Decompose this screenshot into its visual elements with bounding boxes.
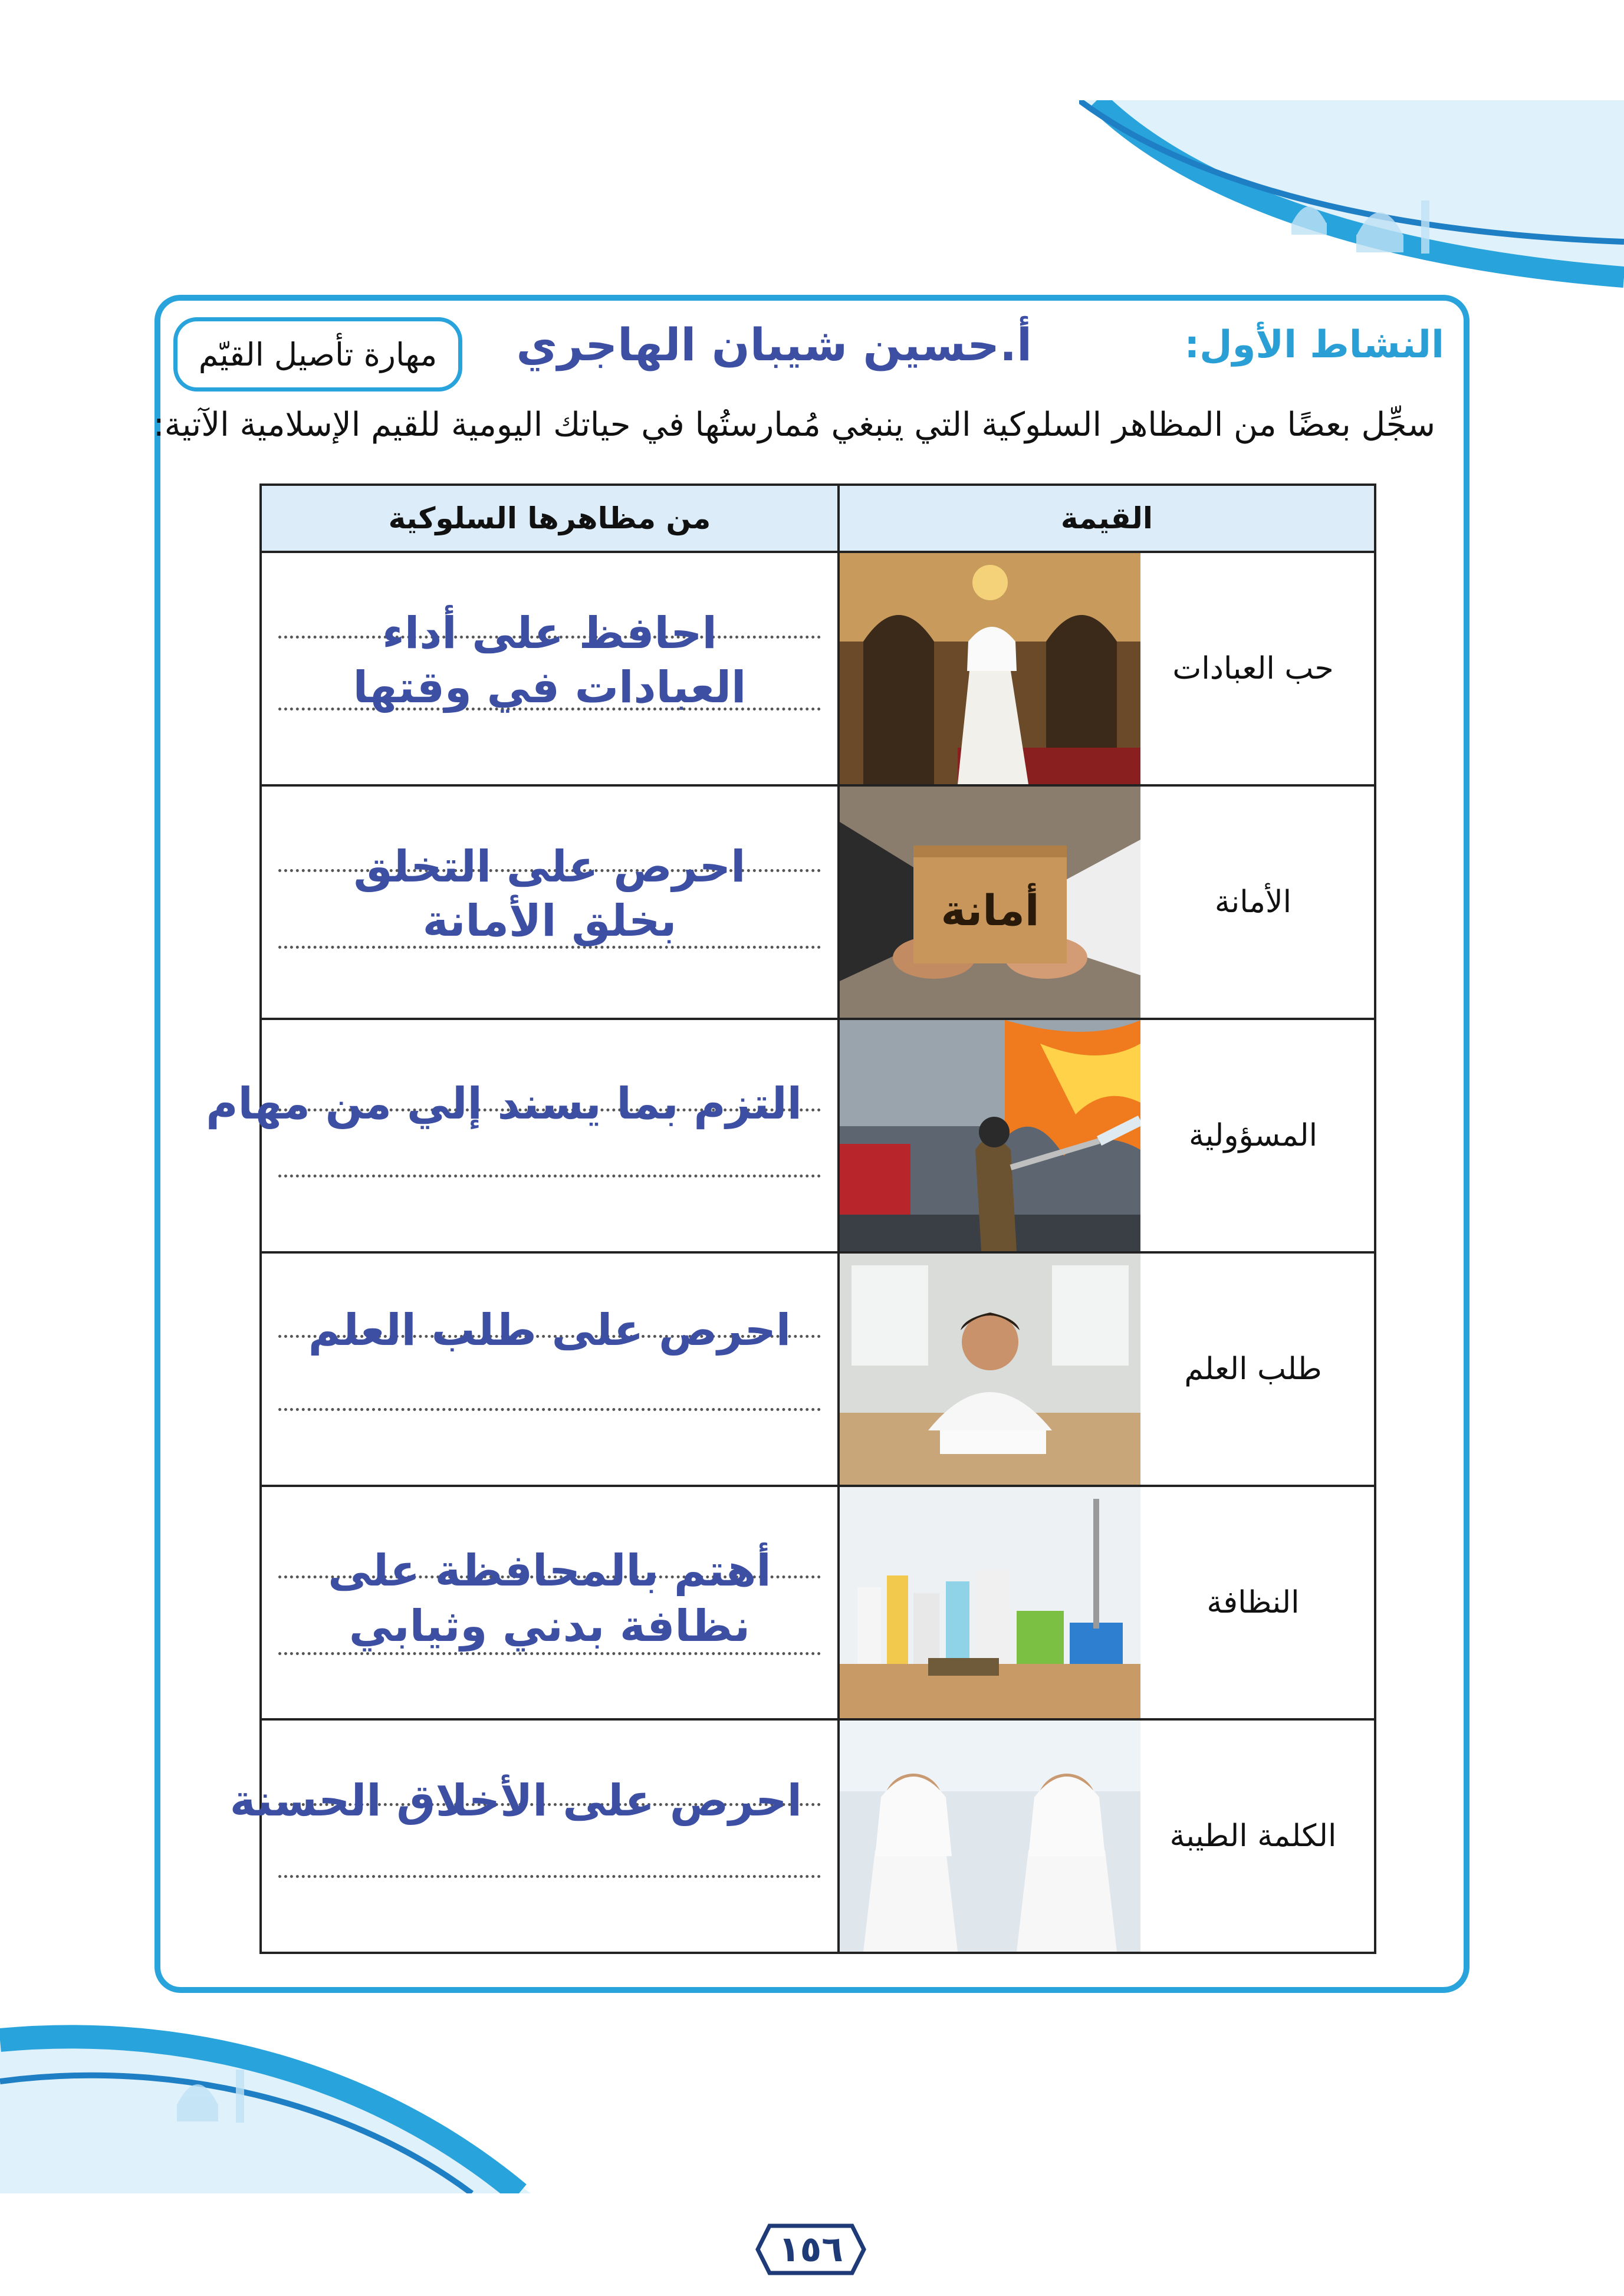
value-label: النظافة [1207, 1585, 1300, 1620]
answer-line: أهتم بالمحافظة على [328, 1545, 771, 1596]
dotted-line [278, 1875, 821, 1878]
value-cell [839, 1719, 1375, 1953]
header-behavior: من مظاهرها السلوكية [261, 485, 839, 552]
answer-line: العبادات في وقتها [353, 662, 747, 713]
value-label: طلب العلم [1184, 1351, 1322, 1387]
header-value: القيمة [839, 485, 1375, 552]
answer-line: بخلق الأمانة [422, 896, 677, 946]
behavior-cell [261, 1252, 839, 1486]
value-label: الكلمة الطيبة [1169, 1818, 1337, 1854]
behavior-cell [229, 1719, 839, 1953]
skill-badge: مهارة تأصيل القيّم [173, 317, 462, 392]
teacher-name: أ.حسين شيبان الهاجري [516, 318, 1032, 371]
page-number: ١٥٦ [778, 2229, 843, 2270]
cleaning-supplies-photo [840, 1487, 1140, 1718]
dotted-line [278, 1175, 821, 1177]
page-number-badge [752, 2220, 870, 2279]
answer-line: احرص على طلب العلم [308, 1305, 791, 1356]
value-cell [839, 1252, 1375, 1486]
answer-line: نظافة بدني وثيابي [349, 1601, 751, 1652]
value-cell [839, 1486, 1375, 1719]
values-table [206, 483, 1376, 1954]
value-label: الأمانة [1214, 884, 1292, 920]
value-cell [839, 1019, 1375, 1252]
activity-title: النشاط الأول: [1184, 323, 1444, 367]
box-label: أمانة [941, 886, 1040, 935]
table-row [261, 1252, 1375, 1486]
table-row [261, 1019, 1375, 1252]
answer-line: احرص على الأخلاق الحسنة [229, 1775, 802, 1826]
firefighter-photo [840, 1020, 1140, 1251]
student-photo [840, 1254, 1140, 1485]
value-cell [839, 552, 1375, 785]
value-label: المسؤولية [1188, 1118, 1318, 1153]
value-cell [839, 785, 1375, 1019]
behavior-cell [261, 785, 839, 1019]
answer-line: احرص على التخلق [353, 841, 746, 892]
table-row [261, 1486, 1375, 1719]
dotted-line [278, 1408, 821, 1411]
instruction-text: سجِّل بعضًا من المظاهر السلوكية التي ينبغي مُمارستُها في حياتك اليومية للقيم الإسلامية الآتية: [153, 406, 1435, 444]
behavior-cell [261, 552, 839, 785]
trust-box-photo [840, 787, 1140, 1018]
prayer-photo [840, 553, 1140, 784]
behavior-cell [206, 1019, 839, 1252]
value-label: حب العبادات [1172, 651, 1334, 686]
conversation-photo [840, 1721, 1140, 1952]
answer-line: التزم بما يسند إلي من مهام [206, 1078, 802, 1129]
bottom-corner-decoration [0, 2017, 531, 2193]
behavior-cell [261, 1486, 839, 1719]
top-corner-decoration [1079, 100, 1624, 289]
table-row [261, 785, 1375, 1019]
table-row [261, 552, 1375, 785]
table-row [261, 1719, 1375, 1953]
answer-line: احافظ على أداء [382, 608, 717, 659]
